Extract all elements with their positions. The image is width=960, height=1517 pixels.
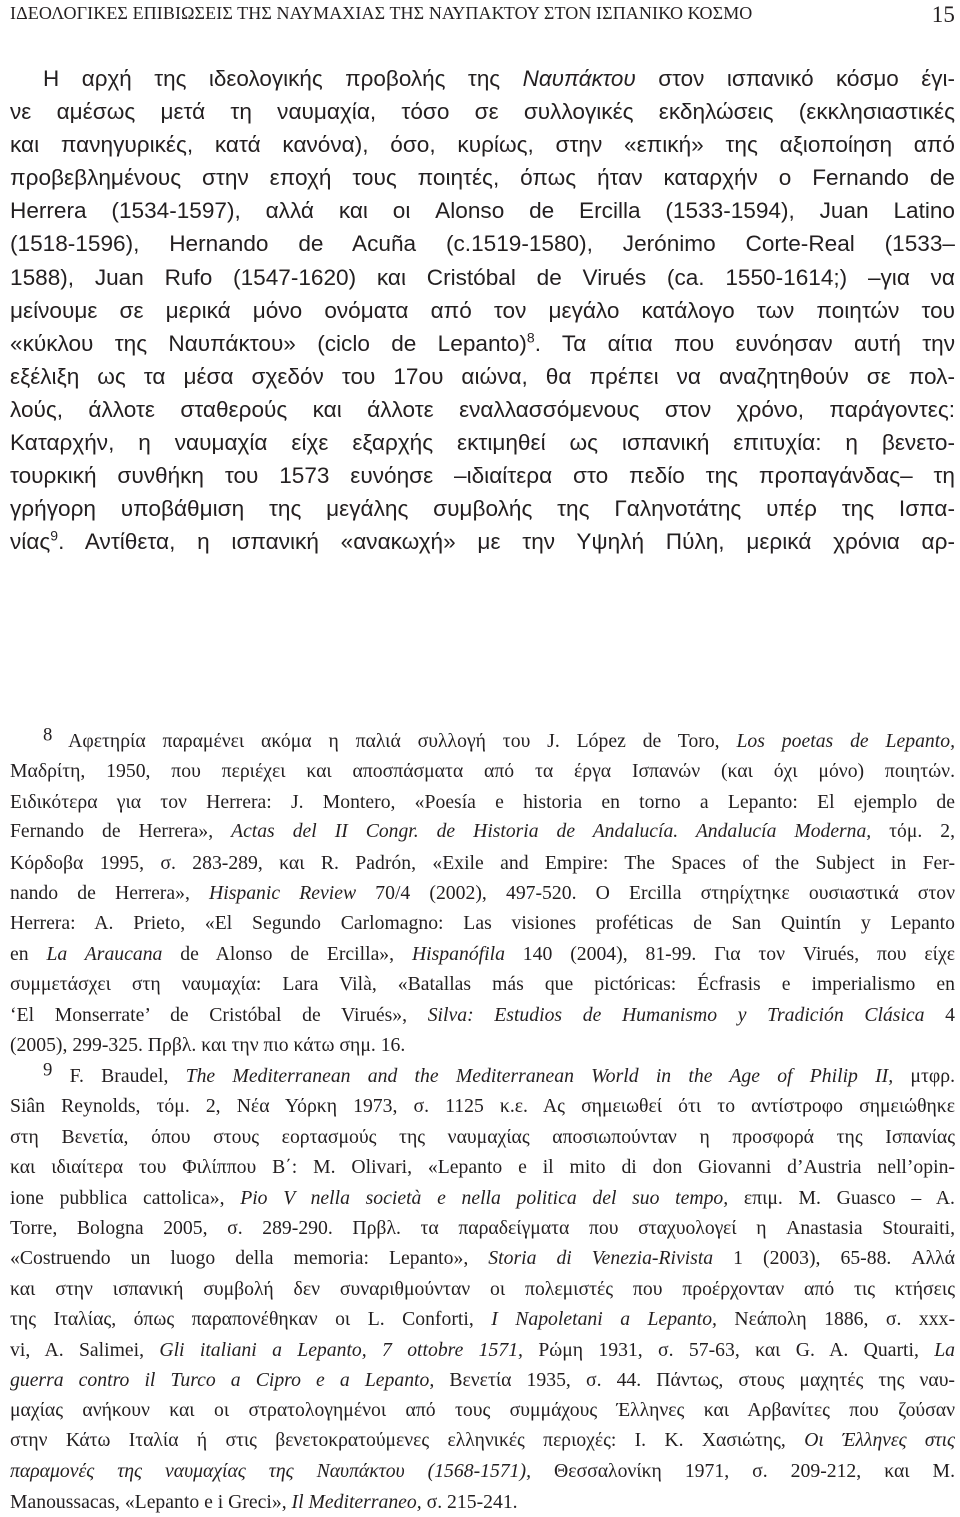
footnote-line: $^8$ Αφετηρία παραμένει ακόμα η παλιά συλλογή του J. López de Toro, Los poetas de Lepanto, — [43, 724, 955, 752]
footnote-line: nando de Herrera», Hispanic Review 70/4 (2002), 497-520. Ο Ercilla στηρίχτηκε ουσιαστικά στον — [10, 882, 955, 905]
footnote-line: και ιδιαίτερα του Φιλίππου Β΄: M. Olivari, «Lepanto e il mito di don Giovanni d’Austria nell’opin- — [10, 1156, 955, 1179]
body-line: και πανηγυρικές, κατά κανόνα), όσο, κυρίως, στην «επική» της αξιοποίηση από — [10, 132, 955, 158]
main-paragraph — [10, 62, 955, 558]
footnote-line: ‘El Monserrate’ de Cristóbal de Virués», Silva: Estudios de Humanismo y Tradición Clásica 4 — [10, 1003, 955, 1026]
footnote-line: συμμετάσχει στη ναυμαχία: Lara Vilà, «Batallas más que pictóricas: Écfrasis e imperialismo en — [10, 973, 955, 996]
body-line: γρήγορη υποβάθμιση της μεγάλης συμβολής της Γαληνοτάτης υπέρ της Ισπα- — [10, 496, 955, 522]
body-line: εξέλιξη ως τα μέσα σχεδόν του 17ου αιώνα, θα πρέπει να αναζητηθούν σε πολ- — [10, 363, 955, 389]
footnote-line: παραμονές της ναυμαχίας της Ναυπάκτου (1568-1571), Θεσσαλονίκη 1971, σ. 209-212, και M. — [10, 1460, 955, 1483]
body-line: τουρκική συνθήκη του 1573 ευνόησε –ιδιαίτερα στο πεδίο της προπαγάνδας– τη — [10, 463, 955, 489]
body-line: (1518-1596), Hernando de Acuña (c.1519-1580), Jerónimo Corte-Real (1533– — [10, 231, 955, 257]
footnote-line: ione pubblica cattolica», Pio V nella società e nella politica del suo tempo, επιμ. M. Guasco – A. — [10, 1186, 955, 1209]
footnote-line: Herrera: A. Prieto, «El Segundo Carlomagno: Las visiones proféticas de San Quintín y Lepanto — [10, 912, 955, 935]
footnote-line: guerra contro il Turco a Cipro e a Lepanto, Βενετία 1935, σ. 44. Πάντως, στους μαχητές της ναυ- — [10, 1369, 955, 1392]
footnote-ref-9: 9 — [50, 527, 59, 544]
footnote-line: (2005), 299-325. Πρβλ. και την πιο κάτω σημ. 16. — [10, 1034, 406, 1057]
footnote-line: vi, A. Salimei, Gli italiani a Lepanto, 7 ottobre 1571, Ρώμη 1931, σ. 57-63, και G. A. Quarti, La — [10, 1338, 955, 1361]
footnote-line: στη Βενετία, όπου στους εορτασμούς της ναυμαχίας αποσιωπούνταν η προσφορά της Ισπανίας — [10, 1125, 955, 1148]
footnote-line: $^9$ F. Braudel, The Mediterranean and the Mediterranean World in the Age of Philip II, μτφρ. — [43, 1059, 955, 1087]
footnote-line: Fernando de Herrera», Actas del II Congr. de Historia de Andalucía. Andalucía Moderna, τόμ. 2, — [10, 821, 955, 843]
footnote-marker: 8 — [43, 724, 53, 746]
footnote-line: Μαδρίτη, 1950, που περιέχει και αποσπάσματα από τα έργα Ισπανών (και όχι μόνο) ποιητών. — [10, 760, 955, 783]
footnote-line: της Ιταλίας, όπως παραπονέθηκαν οι L. Conforti, I Napoletani a Lepanto, Νεάπολη 1886, σ. xxx- — [10, 1308, 955, 1331]
footnote-8 — [10, 726, 955, 1060]
footnote-line: στην Κάτω Ιταλία ή στις βενετοκρατούμενες ελληνικές περιοχές: Ι. Κ. Χασιώτης, Οι Έλληνες στις — [10, 1429, 955, 1451]
body-line: προβεβλημένους στην εποχή τους ποιητές, όπως ήταν καταρχήν ο Fernando de — [10, 165, 955, 191]
footnote-line: και στην ισπανική συμβολή δεν συναριθμούνταν οι πολεμιστές που προέρχονταν από τις κτήσεις — [10, 1277, 955, 1300]
body-line: μείνουμε σε μερικά μόνο ονόματα από τον μεγάλο κατάλογο των ποιητών του — [10, 297, 955, 323]
footnote-line: en La Araucana de Alonso de Ercilla», Hispanófila 140 (2004), 81-99. Για τον Virués, που είχε — [10, 942, 955, 965]
footnote-line: Siân Reynolds, τόμ. 2, Νέα Υόρκη 1973, σ. 1125 κ.ε. Ας σημειωθεί ότι το αντίστροφο σημειώθηκε — [10, 1095, 955, 1118]
body-line: Καταρχήν, η ναυμαχία είχε εξαρχής εκτιμηθεί ως ισπανική επιτυχία: η βενετο- — [10, 430, 955, 456]
footnote-line: «Costruendo un luogo della memoria: Lepanto», Storia di Venezia-Rivista 1 (2003), 65-88. Αλλά — [10, 1247, 955, 1270]
body-line: Η αρχή της ιδεολογικής προβολής της Ναυπάκτου στον ισπανικό κόσμο έγι- — [43, 66, 955, 91]
running-head-title: ΙΔΕΟΛΟΓΙΚΕΣ ΕΠΙΒΙΩΣΕΙΣ ΤΗΣ ΝΑΥΜΑΧΙΑΣ ΤΗΣ ΝΑΥΠΑΚΤΟΥ ΣΤΟΝ ΙΣΠΑΝΙΚΟ ΚΟΣΜΟ — [10, 3, 753, 23]
body-line: νίας$^9$. Αντίθετα, η ισπανική «ανακωχή» με την Υψηλή Πύλη, μερικά χρόνια αρ- — [10, 527, 955, 555]
body-line: Herrera (1534-1597), αλλά και οι Alonso de Ercilla (1533-1594), Juan Latino — [10, 198, 955, 224]
footnote-line: Manoussacas, «Lepanto e i Greci», Il Mediterraneo, σ. 215-241. — [10, 1490, 518, 1513]
footnote-marker: 9 — [43, 1059, 53, 1081]
page-number: 15 — [931, 2, 955, 27]
footnote-line: Κόρδοβα 1995, σ. 283-289, και R. Padrón, «Exile and Empire: The Spaces of the Subject in Fer- — [10, 851, 955, 874]
footnote-line: μαχίας ανήκουν και οι στρατολογημένοι από τους συμμάχους Έλληνες και Αρβανίτες που ζούσαν — [10, 1399, 955, 1422]
footnote-line: Torre, Bologna 2005, σ. 289-290. Πρβλ. τα παραδείγματα που σταχυολογεί η Anastasia Stouraiti, — [10, 1217, 955, 1240]
footnote-line: Ειδικότερα για τον Herrera: J. Montero, «Poesía e historia en torno a Lepanto: El ejemplo de — [10, 790, 955, 813]
body-line: «κύκλου της Ναυπάκτου» (ciclo de Lepanto)$^8$. Τα αίτια που ευνόησαν αυτή την — [10, 329, 955, 356]
footnote-9 — [10, 1061, 955, 1517]
footnote-ref-8: 8 — [526, 329, 535, 346]
body-line: 1588), Juan Rufo (1547-1620) και Cristóbal de Virués (ca. 1550-1614;) –για να — [10, 264, 955, 290]
body-line: νε αμέσως μετά τη ναυμαχία, τόσο σε συλλογικές εκδηλώσεις (εκκλησιαστικές — [10, 99, 955, 125]
body-line: λούς, άλλοτε σταθερούς και άλλοτε εναλλασσόμενους στον χρόνο, παράγοντες: — [10, 396, 955, 422]
